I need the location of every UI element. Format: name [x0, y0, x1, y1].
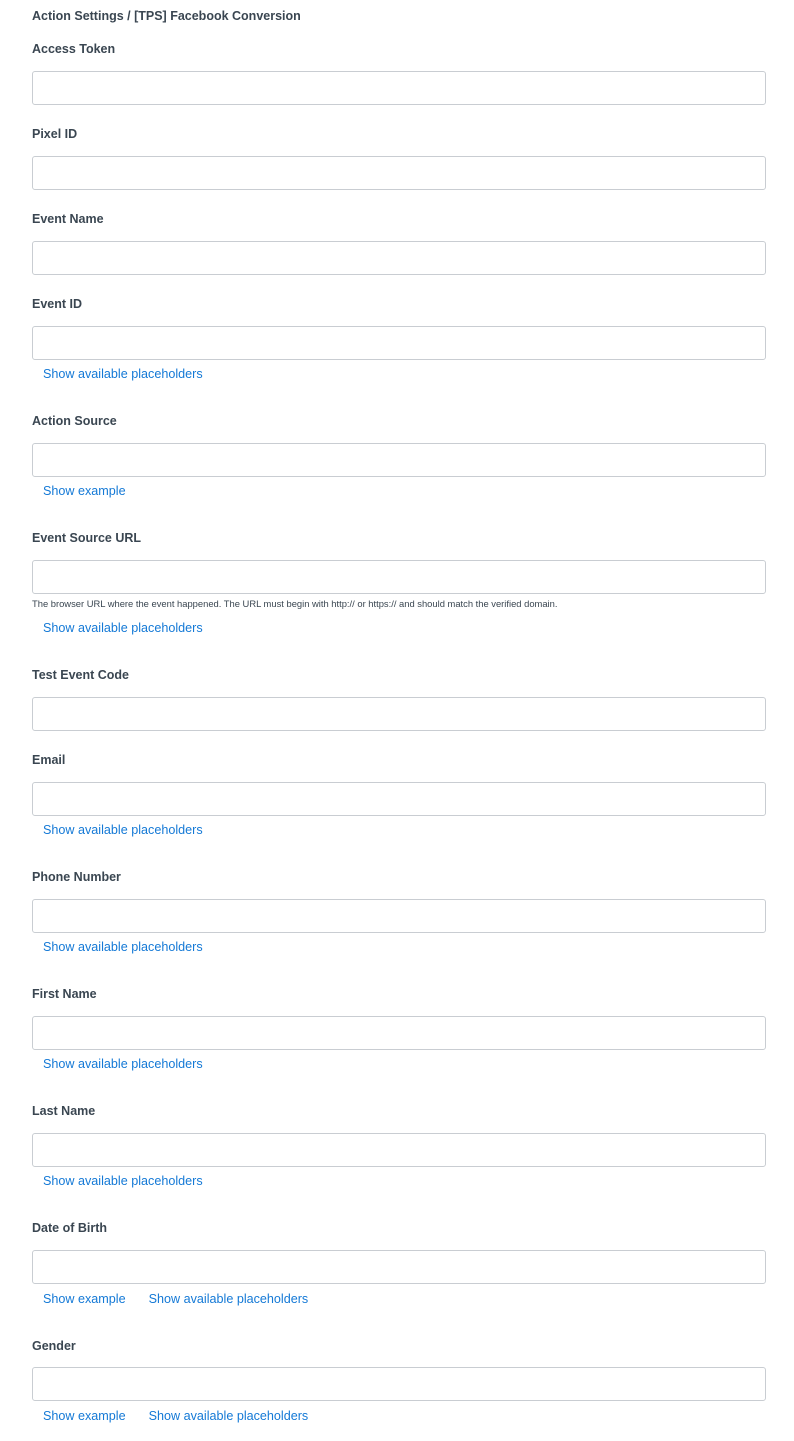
gender-input[interactable] — [32, 1367, 766, 1401]
page-title: Action Settings / [TPS] Facebook Conversion — [32, 9, 301, 23]
first-name-links — [43, 1057, 203, 1075]
event-name-input[interactable] — [32, 241, 766, 275]
action-source-label: Action Source — [32, 414, 117, 428]
event-source-url-help-text: The browser URL where the event happened. The URL must begin with http:// or https:// and should match the verified domain. — [32, 598, 558, 609]
pixel-id-input[interactable] — [32, 156, 766, 190]
phone-number-links — [43, 940, 203, 958]
phone-number-show-placeholders-link[interactable]: Show available placeholders — [43, 940, 203, 954]
last-name-show-placeholders-link[interactable]: Show available placeholders — [43, 1174, 203, 1188]
first-name-label: First Name — [32, 987, 97, 1001]
last-name-label: Last Name — [32, 1104, 96, 1118]
event-id-show-placeholders-link[interactable]: Show available placeholders — [43, 367, 203, 381]
event-id-label: Event ID — [32, 297, 83, 311]
test-event-code-input[interactable] — [32, 697, 766, 731]
gender-show-example-link[interactable]: Show example — [43, 1409, 126, 1423]
first-name-show-placeholders-link[interactable]: Show available placeholders — [43, 1057, 203, 1071]
event-id-input[interactable] — [32, 326, 766, 360]
pixel-id-label: Pixel ID — [32, 127, 78, 141]
email-links — [43, 823, 203, 841]
action-source-links — [43, 484, 126, 502]
phone-number-label: Phone Number — [32, 870, 121, 884]
last-name-links — [43, 1174, 203, 1192]
test-event-code-label: Test Event Code — [32, 668, 130, 682]
gender-label: Gender — [32, 1339, 76, 1353]
date-of-birth-input[interactable] — [32, 1250, 766, 1284]
event-name-label: Event Name — [32, 212, 104, 226]
action-source-show-example-link[interactable]: Show example — [43, 484, 126, 498]
email-show-placeholders-link[interactable]: Show available placeholders — [43, 823, 203, 837]
access-token-input[interactable] — [32, 71, 766, 105]
action-source-input[interactable] — [32, 443, 766, 477]
event-source-url-input[interactable] — [32, 560, 766, 594]
access-token-label: Access Token — [32, 42, 116, 56]
last-name-input[interactable] — [32, 1133, 766, 1167]
date-of-birth-links — [43, 1292, 308, 1310]
date-of-birth-label: Date of Birth — [32, 1221, 107, 1235]
email-label: Email — [32, 753, 66, 767]
event-id-links — [43, 367, 203, 385]
gender-links — [43, 1409, 308, 1427]
event-source-url-links — [43, 621, 203, 639]
event-source-url-show-placeholders-link[interactable]: Show available placeholders — [43, 621, 203, 635]
phone-number-input[interactable] — [32, 899, 766, 933]
email-input[interactable] — [32, 782, 766, 816]
event-source-url-label: Event Source URL — [32, 531, 142, 545]
first-name-input[interactable] — [32, 1016, 766, 1050]
gender-show-placeholders-link[interactable]: Show available placeholders — [148, 1409, 309, 1423]
date-of-birth-show-placeholders-link[interactable]: Show available placeholders — [148, 1292, 309, 1306]
date-of-birth-show-example-link[interactable]: Show example — [43, 1292, 126, 1306]
